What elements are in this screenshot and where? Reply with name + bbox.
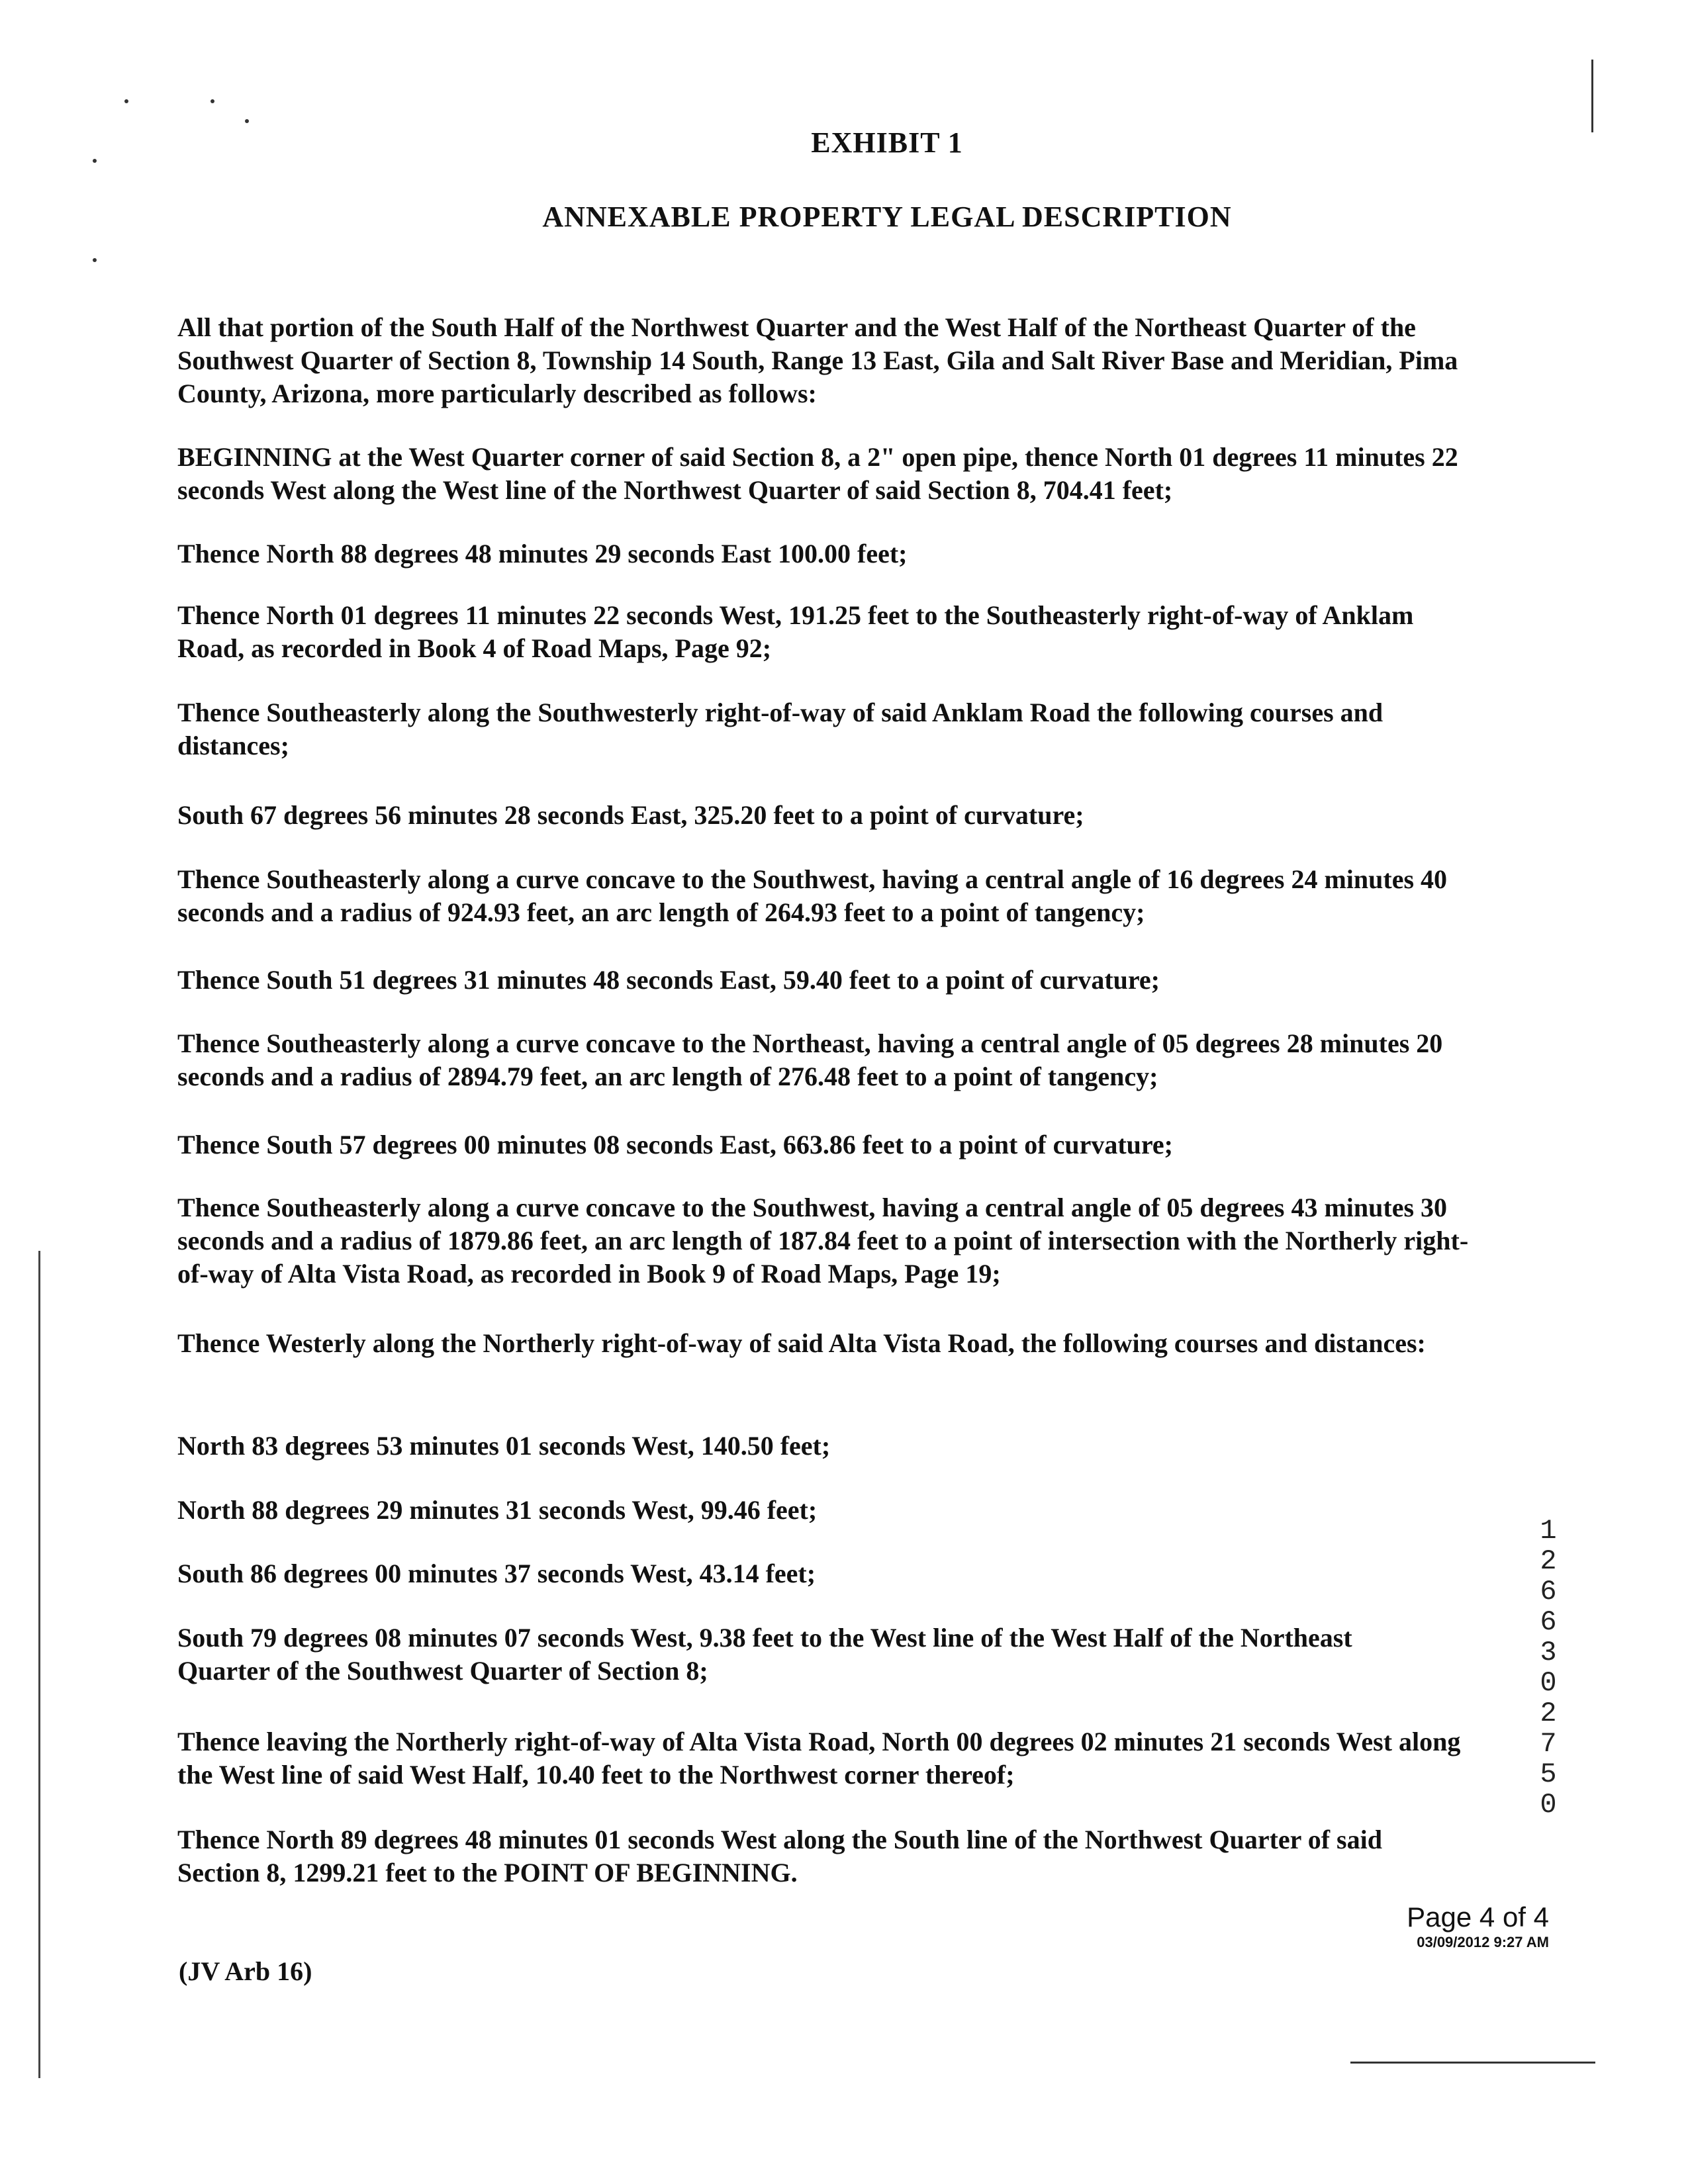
paragraph-course: North 88 degrees 29 minutes 31 seconds West, 99.46 feet;	[177, 1495, 818, 1525]
timestamp: 03/09/2012 9:27 AM	[1417, 1934, 1549, 1950]
paragraph-course: Thence leaving the Northerly right-of-way of Alta Vista Road, North 00 degrees 02 minutes 21 seconds West along the West line of said West Half, 10.40 feet to the Northwest corner thereof;	[177, 1727, 1461, 1790]
paragraph-course: Thence Southeasterly along a curve concave to the Southwest, having a central angle of 05 degrees 43 minutes 30 seconds and a radius of 1879.86 feet, an arc length of 187.84 feet to a point of intersection with the Northerly right-of-way of Alta Vista Road, as recorded in Book 9 of Road Maps, Page 19;	[177, 1193, 1469, 1289]
bottom-rule	[1350, 2062, 1595, 2064]
footnote-reference: (JV Arb 16)	[179, 1956, 312, 1986]
document-subtitle: ANNEXABLE PROPERTY LEGAL DESCRIPTION	[542, 201, 1232, 233]
scan-speck	[93, 258, 97, 262]
paragraph-course: Thence South 51 degrees 31 minutes 48 seconds East, 59.40 feet to a point of curvature;	[177, 965, 1160, 995]
paragraph-intro: All that portion of the South Half of the Northwest Quarter and the West Half of the Northeast Quarter of the Southwest Quarter of Section 8, Township 14 South, Range 13 East, Gila and Salt River Base and Meridian, Pima County, Arizona, more particularly described as follows:	[177, 312, 1458, 408]
paragraph-course: Thence South 57 degrees 00 minutes 08 seconds East, 663.86 feet to a point of curvature;	[177, 1130, 1174, 1160]
scan-speck	[124, 99, 128, 103]
recording-stamp-number: 12663 02750	[1540, 1515, 1557, 1821]
scan-margin-line	[38, 1251, 40, 2078]
paragraph-course: North 83 degrees 53 minutes 01 seconds West, 140.50 feet;	[177, 1431, 831, 1461]
paragraph-course: Thence Westerly along the Northerly right-of-way of said Alta Vista Road, the following courses and distances:	[177, 1328, 1426, 1358]
paragraph-course: Thence Southeasterly along a curve concave to the Northeast, having a central angle of 05 degrees 28 minutes 20 seconds and a radius of 2894.79 feet, an arc length of 276.48 feet to a point of tangency;	[177, 1028, 1443, 1091]
exhibit-title: EXHIBIT 1	[811, 126, 963, 159]
paragraph-course: Thence Southeasterly along the Southwesterly right-of-way of said Anklam Road the following courses and distances;	[177, 698, 1383, 760]
scan-speck	[93, 159, 97, 163]
paragraph-course: Thence Southeasterly along a curve concave to the Southwest, having a central angle of 16 degrees 24 minutes 40 seconds and a radius of 924.93 feet, an arc length of 264.93 feet to a point of tangency;	[177, 864, 1448, 927]
paragraph-point-of-beginning: Thence North 89 degrees 48 minutes 01 seconds West along the South line of the Northwest Quarter of said Section 8, 1299.21 feet to the POINT OF BEGINNING.	[177, 1825, 1382, 1888]
page-number: Page 4 of 4	[1407, 1901, 1549, 1933]
scan-speck	[245, 119, 249, 123]
scan-speck	[211, 99, 214, 103]
scan-margin-line	[1591, 60, 1593, 132]
paragraph-course: Thence North 88 degrees 48 minutes 29 seconds East 100.00 feet;	[177, 539, 908, 569]
paragraph-course: South 86 degrees 00 minutes 37 seconds West, 43.14 feet;	[177, 1559, 816, 1588]
paragraph-course: South 79 degrees 08 minutes 07 seconds West, 9.38 feet to the West line of the West Half of the Northeast Quarter of the Southwest Quarter of Section 8;	[177, 1623, 1352, 1686]
paragraph-beginning: BEGINNING at the West Quarter corner of said Section 8, a 2" open pipe, thence North 01 degrees 11 minutes 22 seconds West along the West line of the Northwest Quarter of said Section 8, 704.41 feet;	[177, 442, 1458, 505]
paragraph-course: South 67 degrees 56 minutes 28 seconds East, 325.20 feet to a point of curvature;	[177, 800, 1084, 830]
paragraph-course: Thence North 01 degrees 11 minutes 22 seconds West, 191.25 feet to the Southeasterly right-of-way of Anklam Road, as recorded in Book 4 of Road Maps, Page 92;	[177, 600, 1414, 663]
